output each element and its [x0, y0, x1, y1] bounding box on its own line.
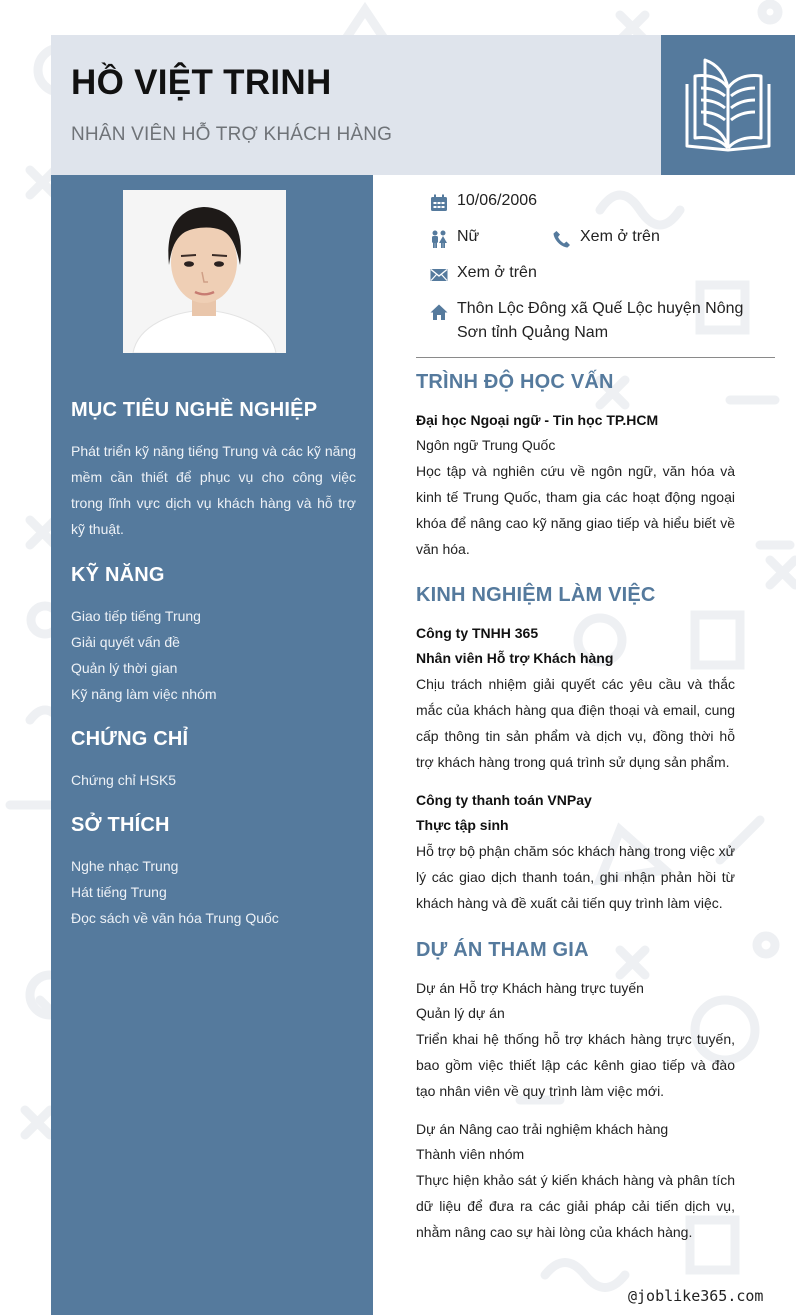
- contact-divider: [416, 357, 775, 358]
- gender-value: Nữ: [457, 228, 480, 245]
- home-icon: [430, 303, 448, 321]
- projects-title: DỰ ÁN THAM GIA: [416, 939, 589, 961]
- project-description: Thực hiện khảo sát ý kiến khách hàng và phân tích dữ liệu để đưa ra các giải pháp cải tiến dịch vụ, nhằm nâng cao sự hài lòng của khách hàng.: [416, 1172, 735, 1240]
- skills-section: [71, 564, 356, 707]
- job-role: Nhân viên Hỗ trợ Khách hàng: [416, 650, 614, 666]
- major-name: Ngôn ngữ Trung Quốc: [416, 437, 556, 453]
- job-description: Chịu trách nhiệm giải quyết các yêu cầu và thắc mắc của khách hàng qua điện thoại và email, cung cấp thông tin sản phẩm và dịch vụ, đồng thời hỗ trợ khách hàng trong quá trình sử dụng sản phẩm.: [416, 676, 735, 770]
- experience-section: [416, 584, 735, 916]
- hobbies-title: SỞ THÍCH: [71, 814, 170, 836]
- phone-value: Xem ở trên: [580, 228, 660, 245]
- project-item: [416, 976, 735, 1104]
- experience-title: KINH NGHIỆM LÀM VIỆC: [416, 584, 656, 606]
- email-icon: [430, 266, 448, 284]
- gender-row: [430, 228, 479, 248]
- candidate-name: HỒ VIỆT TRINH: [71, 63, 332, 102]
- experience-item: [416, 621, 735, 775]
- project-name: Dự án Nâng cao trải nghiệm khách hàng: [416, 1121, 669, 1137]
- company-name: Công ty thanh toán VNPay: [416, 792, 592, 808]
- skill-item: Kỹ năng làm việc nhóm: [71, 686, 217, 702]
- objective-section: [71, 399, 356, 542]
- skill-item: Quản lý thời gian: [71, 660, 178, 676]
- skill-item: Giao tiếp tiếng Trung: [71, 608, 201, 624]
- hobbies-section: [71, 814, 356, 931]
- profile-photo: [123, 190, 286, 353]
- phone-icon: [553, 230, 571, 248]
- open-book-icon: [681, 58, 775, 152]
- school-name: Đại học Ngoại ngữ - Tin học TP.HCM: [416, 412, 659, 428]
- job-description: Hỗ trợ bộ phận chăm sóc khách hàng trong việc xử lý các giao dịch thanh toán, ghi nhận phản hồi từ khách hàng và đề xuất cải tiến quy trình làm việc.: [416, 843, 735, 911]
- gender-icon: [430, 230, 448, 248]
- project-name: Dự án Hỗ trợ Khách hàng trực tuyến: [416, 980, 644, 996]
- education-description: Học tập và nghiên cứu về ngôn ngữ, văn hóa và kinh tế Trung Quốc, tham gia các hoạt động ngoại khóa để nâng cao kỹ năng giao tiếp và hiểu biết về văn hóa.: [416, 463, 735, 557]
- hobby-item: Hát tiếng Trung: [71, 884, 167, 900]
- header-icon-box: [661, 35, 795, 175]
- header-banner: [51, 35, 661, 175]
- project-role: Thành viên nhóm: [416, 1146, 525, 1162]
- skill-item: Giải quyết vấn đề: [71, 634, 180, 650]
- education-section: [416, 371, 735, 562]
- sidebar: [51, 175, 373, 1315]
- birthday-value: 10/06/2006: [457, 192, 538, 209]
- certificate-item: Chứng chỉ HSK5: [71, 772, 177, 788]
- email-row: [430, 264, 537, 284]
- hobby-item: Nghe nhạc Trung: [71, 858, 179, 874]
- hobby-item: Đọc sách về văn hóa Trung Quốc: [71, 910, 279, 926]
- objective-title: MỤC TIÊU NGHỀ NGHIỆP: [71, 399, 318, 421]
- job-role: Thực tập sinh: [416, 817, 509, 833]
- avatar: [123, 190, 286, 353]
- projects-section: [416, 939, 735, 1245]
- certificates-section: [71, 728, 356, 793]
- objective-text: Phát triển kỹ năng tiếng Trung và các kỹ năng mềm cần thiết để phục vụ cho công việc trong lĩnh vực dịch vụ khách hàng và hỗ trợ kỹ thuật.: [71, 443, 356, 537]
- footer-watermark: @joblike365.com: [628, 1287, 764, 1305]
- job-title: NHÂN VIÊN HỖ TRỢ KHÁCH HÀNG: [71, 124, 393, 145]
- phone-row: [553, 228, 660, 248]
- address-row: [430, 300, 775, 345]
- certificates-title: CHỨNG CHỈ: [71, 728, 189, 750]
- education-title: TRÌNH ĐỘ HỌC VẤN: [416, 371, 614, 393]
- birthday-row: [430, 192, 537, 212]
- calendar-icon: [430, 194, 448, 212]
- email-value: Xem ở trên: [457, 264, 537, 281]
- company-name: Công ty TNHH 365: [416, 625, 539, 641]
- project-description: Triển khai hệ thống hỗ trợ khách hàng trực tuyến, bao gồm việc thiết lập các kênh giao tiếp và đào tạo nhân viên về quy trình làm việc mới.: [416, 1031, 735, 1099]
- project-item: [416, 1117, 735, 1245]
- address-value: Thôn Lộc Đông xã Quế Lộc huyện Nông Sơn tỉnh Quảng Nam: [457, 300, 744, 341]
- experience-item: [416, 788, 735, 916]
- project-role: Quản lý dự án: [416, 1005, 505, 1021]
- skills-title: KỸ NĂNG: [71, 564, 165, 586]
